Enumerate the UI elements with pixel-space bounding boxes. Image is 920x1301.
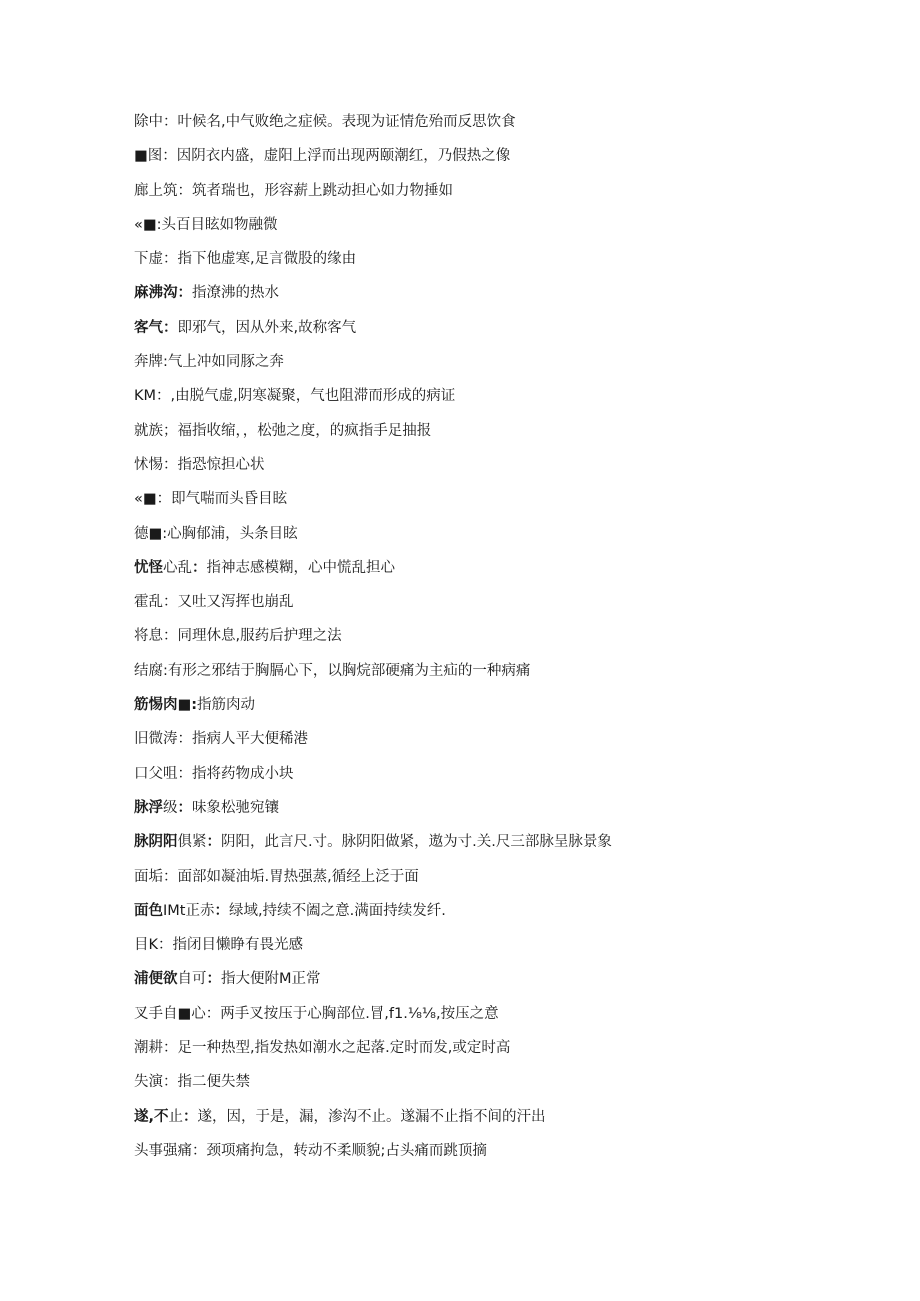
glossary-entry [134, 554, 874, 588]
glossary-entry [134, 622, 874, 656]
entry-separator: ： [206, 971, 221, 988]
glossary-entry [134, 177, 874, 211]
entry-term-suffix: 级 [163, 799, 178, 816]
entry-term-suffix: 自可 [177, 971, 207, 988]
entry-term: «■ [134, 216, 157, 233]
entry-term: 忧怪 [134, 559, 163, 576]
entry-term: 脉阴阳 [134, 834, 178, 851]
entry-term: 浦便欲 [134, 971, 178, 988]
glossary-entry [134, 691, 874, 725]
entry-term: 头事强痛 [134, 1142, 192, 1159]
entry-separator: ： [163, 456, 178, 473]
entry-term: 德■ [134, 525, 163, 542]
glossary-entry [134, 794, 874, 828]
entry-separator: ： [192, 559, 207, 576]
entry-term: 面垢 [134, 868, 163, 885]
entry-separator: ： [177, 765, 192, 782]
glossary-entry [134, 863, 874, 897]
entry-definition: 心胸郁浦，头条目眩 [167, 525, 298, 542]
glossary-entry [134, 897, 874, 931]
entry-separator: ： [162, 148, 177, 165]
entry-term: 口父咀 [134, 765, 178, 782]
entry-term: 脉浮 [134, 799, 163, 816]
entry-separator: : [191, 697, 198, 714]
entry-separator: ： [206, 834, 221, 851]
entry-separator: ： [163, 1074, 178, 1091]
entry-definition: 足一种热型,指发热如潮水之起落.定时而发,或定时高 [177, 1040, 511, 1057]
glossary-entry [134, 1068, 874, 1102]
glossary-entry [134, 1000, 874, 1034]
entry-term: «■ [134, 491, 157, 508]
entry-separator: ： [177, 799, 192, 816]
entry-definition: 有形之邪结于胸膈心下，以胸烷部硬痛为主疝的一种病痛 [167, 662, 531, 679]
entry-definition: 两手叉按压于心胸部位.冒,f1.⅛⅛,按压之意 [220, 1005, 499, 1022]
entry-term: 目K [134, 937, 159, 954]
entry-term: ■图 [134, 148, 163, 165]
glossary-entry [134, 588, 874, 622]
entry-definition: 指二便失禁 [177, 1074, 250, 1091]
entry-separator: ： [183, 1108, 198, 1125]
entry-term: KM [134, 388, 157, 405]
entry-definition: 指下他虚寒,足言微股的缘由 [177, 251, 357, 268]
entry-term: 除中 [134, 114, 163, 130]
entry-term: 遂,不 [134, 1108, 169, 1125]
entry-term: 结腐 [134, 662, 163, 679]
glossary-entry [134, 142, 874, 176]
glossary-entry [134, 657, 874, 691]
entry-definition: 指病人平大便稀港 [192, 731, 308, 748]
entry-separator: ： [177, 182, 192, 199]
entry-definition: 指潦沸的热水 [192, 285, 279, 302]
glossary-entry [134, 211, 874, 245]
glossary-entry [134, 485, 874, 519]
glossary-entry [134, 245, 874, 279]
entry-definition: 指恐惊担心状 [177, 456, 265, 473]
entry-definition: 同理休息,服药后护理之法 [177, 628, 342, 645]
glossary-entry [134, 348, 874, 382]
entry-separator: ： [163, 594, 178, 611]
entry-definition: 因阴衣内盛，虚阳上浮而出现两颐潮红，乃假热之像 [176, 148, 511, 165]
entry-definition: 指闭目懒睁有畏光感 [172, 937, 304, 954]
entry-separator: ： [156, 388, 171, 405]
entry-definition: 气上冲如同豚之奔 [167, 354, 284, 371]
entry-term: 客气 [134, 319, 163, 336]
entry-term: 怵惕 [134, 456, 163, 473]
entry-separator: ： [156, 491, 172, 508]
entry-separator: ： [158, 937, 173, 954]
entry-term: 失演 [134, 1074, 163, 1091]
entry-definition: 又吐又泻挥也崩乱 [177, 594, 294, 611]
entry-definition: 筑者瑞也，形容薪上跳动担心如力物捶如 [192, 182, 453, 199]
entry-definition: 指将药物成小块 [192, 765, 294, 782]
glossary-entry [134, 760, 874, 794]
entry-definition: 绿域,持续不阖之意.满面持续发纤. [228, 902, 446, 919]
entry-term: 潮耕 [134, 1040, 163, 1057]
glossary-entry [134, 451, 874, 485]
entry-term: 下虚 [134, 251, 163, 268]
glossary-entry [134, 108, 874, 142]
glossary-entry [134, 382, 874, 416]
glossary-entry [134, 725, 874, 759]
glossary-entry [134, 1034, 874, 1068]
glossary-entry [134, 520, 874, 554]
glossary-entry [134, 965, 874, 999]
entry-definition: 指神志感模糊，心中慌乱担心 [206, 559, 395, 576]
entry-term: 面色 [134, 902, 163, 919]
entry-separator: ： [163, 628, 178, 645]
entry-separator: : [163, 354, 168, 371]
entry-separator: ： [177, 285, 192, 302]
entry-definition: 阴阳，此言尺.寸。脉阴阳做紧，遨为寸.关.尺三部脉呈脉景象 [221, 834, 612, 851]
entry-definition: 即邪气，因从外来,故称客气 [177, 319, 357, 336]
entry-term: 麻沸沟 [134, 285, 178, 302]
entry-separator: ： [163, 1040, 178, 1057]
entry-term: 将息 [134, 628, 163, 645]
entry-term: 叉手自■心 [134, 1005, 206, 1022]
entry-definition: 指筋肉动 [197, 697, 256, 714]
entry-term-suffix: 止 [168, 1108, 184, 1125]
entry-definition: 头百目眩如物融微 [161, 216, 278, 233]
entry-separator: ： [214, 902, 229, 919]
entry-term: 廊上筑 [134, 182, 178, 199]
entry-definition: 遂，因，于是，漏，渗沟不止。遂漏不止指不间的汗出 [197, 1108, 546, 1125]
entry-separator: : [163, 662, 168, 679]
entry-term: 霍乱 [134, 594, 163, 611]
entry-separator: ： [163, 319, 178, 336]
entry-term: 就族 [134, 422, 163, 439]
entry-separator: ： [163, 251, 178, 268]
glossary-list [134, 108, 874, 1171]
entry-definition: 味象松驰宛镶 [192, 799, 279, 816]
entry-term-suffix: 心乱 [163, 559, 192, 576]
glossary-entry [134, 1103, 874, 1137]
entry-term: 筋惕肉■ [134, 697, 192, 714]
entry-separator: ： [163, 114, 178, 130]
entry-term-suffix: IMt正赤 [163, 902, 215, 919]
entry-separator: ： [205, 1005, 221, 1022]
entry-separator: ： [163, 868, 178, 885]
glossary-entry [134, 931, 874, 965]
entry-separator: ； [163, 422, 178, 439]
entry-separator: : [162, 525, 168, 542]
entry-term: 旧微涛 [134, 731, 178, 748]
entry-separator: ： [177, 731, 192, 748]
entry-separator: ： [192, 1142, 207, 1159]
glossary-entry [134, 314, 874, 348]
glossary-entry [134, 1137, 874, 1171]
entry-definition: 颈项痛拘急，转动不柔顺貌;占头痛而跳顶摘 [206, 1142, 487, 1159]
entry-definition: 叶候名,中气败绝之症候。表现为证情危殆而反思饮食 [177, 114, 516, 130]
entry-term: 奔牌 [134, 354, 163, 371]
entry-definition: 福指收缩，，松弛之度，的疯指手足抽报 [177, 422, 432, 439]
glossary-entry [134, 828, 874, 862]
glossary-entry [134, 417, 874, 451]
entry-term-suffix: 俱紧 [177, 834, 207, 851]
entry-definition: 面部如凝油垢.胃热强蒸,循经上泛于面 [177, 868, 419, 885]
glossary-entry [134, 279, 874, 313]
entry-definition: 即气喘而头昏目眩 [171, 491, 288, 508]
entry-definition: 指大便附M正常 [221, 971, 321, 988]
entry-separator: : [156, 216, 162, 233]
entry-definition: ,由脱气虚,阴寒凝聚，气也阻滞而形成的病证 [170, 388, 456, 405]
